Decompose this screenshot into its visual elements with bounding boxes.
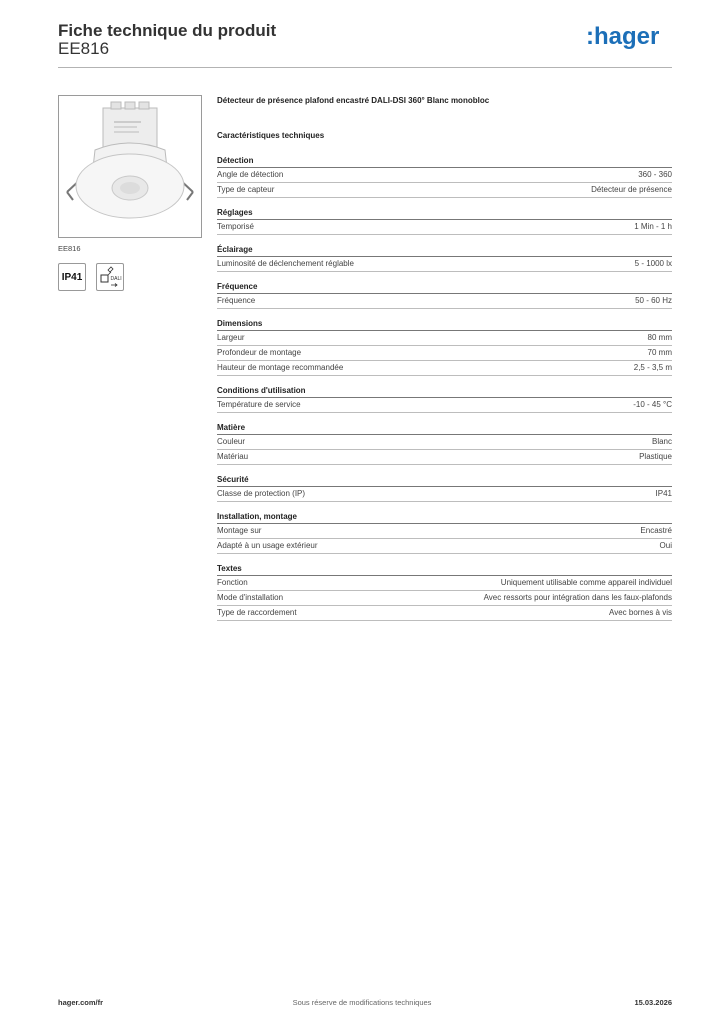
header-divider	[58, 67, 672, 68]
spec-group-title: Réglages	[217, 207, 672, 220]
spec-value: Avec bornes à vis	[609, 608, 672, 617]
photo-caption: EE816	[58, 244, 81, 253]
spec-value: Avec ressorts pour intégration dans les faux-plafonds	[483, 593, 672, 602]
spec-row	[217, 450, 672, 465]
hager-logo	[586, 24, 672, 55]
spec-row	[217, 435, 672, 450]
document-title: Fiche technique du produit	[58, 21, 277, 40]
spec-row	[217, 398, 672, 413]
spec-value: -10 - 45 °C	[633, 400, 672, 409]
spec-value: 70 mm	[647, 348, 672, 357]
spec-group-title: Conditions d'utilisation	[217, 385, 672, 398]
spec-group-title: Fréquence	[217, 281, 672, 294]
footer-website[interactable]: hager.com/fr	[58, 998, 104, 1007]
spec-row	[217, 487, 672, 502]
ip-rating-badge: IP41	[58, 263, 86, 291]
footer-date: 15.03.2026	[634, 998, 672, 1007]
spec-row	[217, 257, 672, 272]
spec-label: Classe de protection (IP)	[217, 489, 306, 498]
product-photo	[58, 95, 202, 238]
svg-text::hager: :hager	[586, 24, 660, 50]
product-code: EE816	[58, 39, 110, 58]
spec-group-title: Détection	[217, 155, 672, 168]
spec-row	[217, 524, 672, 539]
spec-label: Type de raccordement	[217, 608, 297, 617]
spec-row	[217, 346, 672, 361]
spec-group	[217, 385, 672, 413]
specs-table	[217, 155, 672, 630]
spec-value: 5 - 1000 lx	[634, 259, 672, 268]
spec-row	[217, 331, 672, 346]
spec-group	[217, 281, 672, 309]
spec-value: 50 - 60 Hz	[635, 296, 672, 305]
spec-value: 80 mm	[647, 333, 672, 342]
spec-group	[217, 244, 672, 272]
spec-row	[217, 539, 672, 554]
spec-value: Plastique	[639, 452, 672, 461]
spec-value: 360 - 360	[638, 170, 672, 179]
spec-label: Largeur	[217, 333, 245, 342]
spec-value: Uniquement utilisable comme appareil individuel	[500, 578, 672, 587]
spec-group	[217, 318, 672, 376]
spec-label: Temporisé	[217, 222, 254, 231]
spec-label: Type de capteur	[217, 185, 275, 194]
spec-group-title: Sécurité	[217, 474, 672, 487]
spec-value: 2,5 - 3,5 m	[633, 363, 672, 372]
spec-value: Oui	[659, 541, 672, 550]
spec-label: Luminosité de déclenchement réglable	[217, 259, 354, 268]
spec-label: Fonction	[217, 578, 248, 587]
spec-label: Profondeur de montage	[217, 348, 302, 357]
spec-group-title: Installation, montage	[217, 511, 672, 524]
spec-value: Détecteur de présence	[591, 185, 672, 194]
spec-value: 1 Min - 1 h	[634, 222, 672, 231]
spec-label: Angle de détection	[217, 170, 284, 179]
spec-group	[217, 474, 672, 502]
svg-text:DALI: DALI	[110, 276, 122, 282]
spec-row	[217, 220, 672, 235]
spec-label: Température de service	[217, 400, 301, 409]
spec-row	[217, 361, 672, 376]
spec-group	[217, 155, 672, 198]
spec-row	[217, 294, 672, 309]
spec-label: Mode d'installation	[217, 593, 284, 602]
specs-heading: Caractéristiques techniques	[217, 131, 325, 140]
spec-group-title: Textes	[217, 563, 672, 576]
spec-label: Montage sur	[217, 526, 262, 535]
footer-notice: Sous réserve de modifications techniques	[292, 998, 432, 1007]
product-description: Détecteur de présence plafond encastré DALI-DSI 360° Blanc monobloc	[217, 96, 490, 105]
spec-group-title: Éclairage	[217, 244, 672, 257]
spec-value: IP41	[655, 489, 672, 498]
spec-row	[217, 606, 672, 621]
spec-row	[217, 183, 672, 198]
spec-group	[217, 207, 672, 235]
spec-group	[217, 511, 672, 554]
spec-row	[217, 168, 672, 183]
spec-group-title: Dimensions	[217, 318, 672, 331]
spec-label: Hauteur de montage recommandée	[217, 363, 344, 372]
spec-row	[217, 591, 672, 606]
spec-value: Encastré	[640, 526, 672, 535]
spec-label: Adapté à un usage extérieur	[217, 541, 318, 550]
spec-group-title: Matière	[217, 422, 672, 435]
spec-label: Matériau	[217, 452, 249, 461]
spec-row	[217, 576, 672, 591]
spec-group	[217, 422, 672, 465]
spec-label: Fréquence	[217, 296, 256, 305]
dali-dsi-icon	[96, 263, 124, 291]
spec-group	[217, 563, 672, 621]
spec-value: Blanc	[651, 437, 672, 446]
spec-label: Couleur	[217, 437, 246, 446]
